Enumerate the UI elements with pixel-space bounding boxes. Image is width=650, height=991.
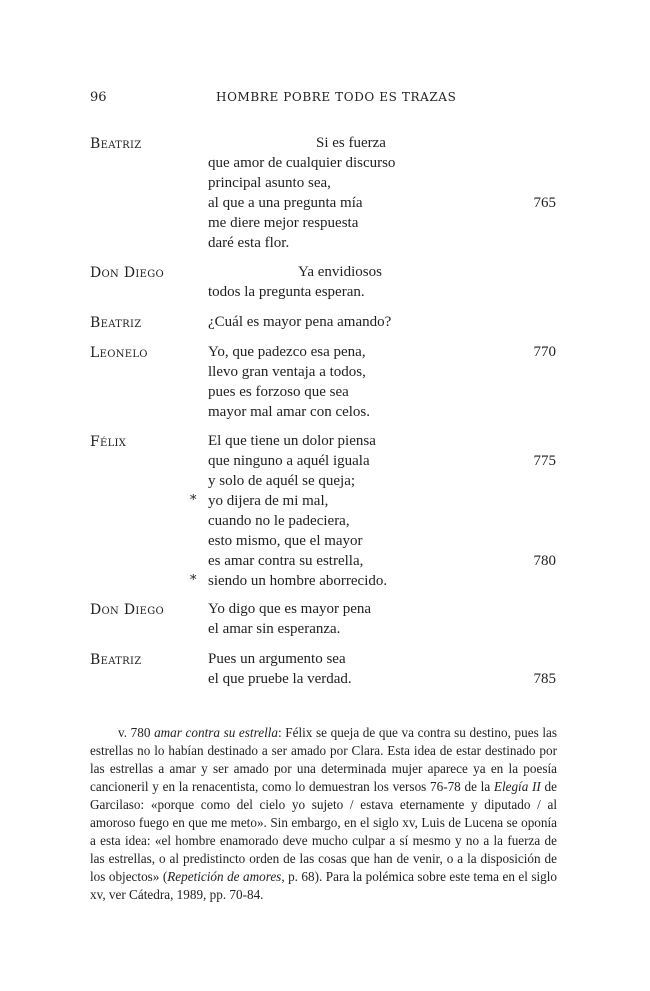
speaker-name: Leonelo <box>90 345 148 361</box>
speaker-name: Don Diego <box>90 265 164 281</box>
verse-line: siendo un hombre aborrecido. <box>208 573 388 589</box>
verse-line: y solo de aquél se queja; <box>208 473 356 489</box>
speaker-name: Don Diego <box>90 602 164 618</box>
footnote <box>90 724 557 904</box>
verse-line: Ya envidiosos <box>298 264 382 280</box>
verse-line: pues es forzoso que sea <box>208 384 349 400</box>
speaker-name: Beatriz <box>90 136 142 152</box>
verse-line: El que tiene un dolor piensa <box>208 433 376 449</box>
footnote-text: de Garcilaso: «porque como del cielo yo sujeto / estava eternamente y diputado / al amoroso fuego en que me meto». Sin embargo, en el siglo xv, Luis de Lucena se oponía a esta idea: «el hombre enamorado deve mucho culpar a sí mesmo y no a la fuerza de las estrellas, o al predistincto orden de las cosas que han de venir, o a la disposición de los objectos» ( <box>90 779 557 884</box>
line-number: 770 <box>533 344 556 360</box>
verse-line: me diere mejor respuesta <box>208 215 359 231</box>
note-marker: * <box>190 493 197 508</box>
verse-line: Yo, que padezco esa pena, <box>208 344 366 360</box>
footnote-lemma: amar contra su estrella <box>154 725 278 740</box>
page-number: 96 <box>90 90 107 105</box>
verse-line: el que pruebe la verdad. <box>208 671 352 687</box>
running-title: HOMBRE POBRE TODO ES TRAZAS <box>216 90 457 104</box>
verse-line: todos la pregunta esperan. <box>208 284 365 300</box>
footnote-cited-work: Elegía II <box>493 779 541 794</box>
line-number: 780 <box>533 553 556 569</box>
footnote-cited-work: Repetición de amores <box>167 869 282 884</box>
verse-line: el amar sin esperanza. <box>208 621 341 637</box>
footnote-text: , p. 68). Para la polémica sobre este tema en el siglo xv, ver Cátedra, 1989, pp. 70-84. <box>90 869 557 902</box>
line-number: 765 <box>533 195 556 211</box>
verse-line: es amar contra su estrella, <box>208 553 364 569</box>
verse-line: al que a una pregunta mía <box>208 195 363 211</box>
verse-line: yo dijera de mi mal, <box>208 493 329 509</box>
verse-line: principal asunto sea, <box>208 175 331 191</box>
verse-line: cuando no le padeciera, <box>208 513 350 529</box>
note-marker: * <box>190 573 197 588</box>
verse-line: que amor de cualquier discurso <box>208 155 396 171</box>
verse-line: Pues un argumento sea <box>208 651 346 667</box>
footnote-ref: v. 780 <box>118 725 151 740</box>
verse-line: daré esta flor. <box>208 235 290 251</box>
line-number: 775 <box>533 453 556 469</box>
verse-line: esto mismo, que el mayor <box>208 533 363 549</box>
line-number: 785 <box>533 671 556 687</box>
verse-line: que ninguno a aquél iguala <box>208 453 370 469</box>
verse-line: ¿Cuál es mayor pena amando? <box>208 314 392 330</box>
speaker-name: Beatriz <box>90 652 142 668</box>
speaker-name: Beatriz <box>90 315 142 331</box>
footnote-text: : Félix se queja de que va contra su destino, pues las estrellas no lo habían destinado a ser amado por Clara. Esta idea de estar destinado por las estrellas a amar y ser amado por una determinada mujer aparece ya en la poesía cancioneril y en la renacentista, como lo demuestran los versos 76-78 de la <box>90 725 557 794</box>
verse-line: mayor mal amar con celos. <box>208 404 371 420</box>
verse-line: llevo gran ventaja a todos, <box>208 364 366 380</box>
speaker-name: Félix <box>90 434 127 450</box>
verse-line: Si es fuerza <box>316 135 386 151</box>
verse-line: Yo digo que es mayor pena <box>208 601 372 617</box>
